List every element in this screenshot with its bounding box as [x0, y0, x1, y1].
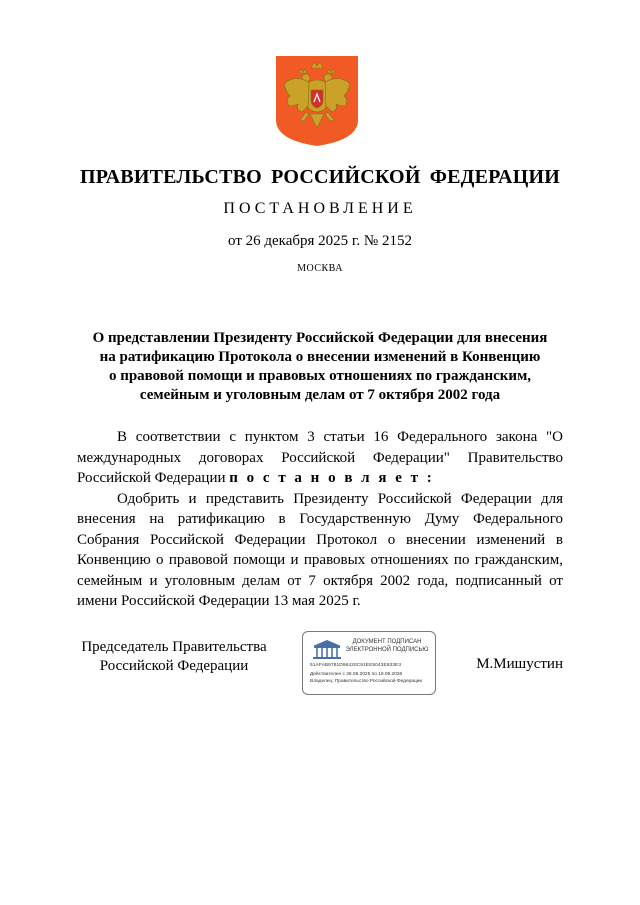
signer-position-line: Российской Федерации [99, 658, 249, 674]
government-building-icon [311, 638, 343, 660]
document-body [77, 427, 563, 612]
stamp-header [343, 639, 431, 654]
body-paragraph: Одобрить и представить Президенту Российской Федерации для внесения на ратификацию в Государственную Думу Федерального Собрания Российской Федерации Протокол о внесении изменений в Конвенцию о правовой помощи и правовых отношениях по гражданским, семейным и уголовным делам от 7 октября 2002 года, подписанный от имени Российской Федерации 13 мая 2025 г. [77, 490, 563, 609]
signer-position [74, 638, 274, 676]
certificate-number: 51AFAB8781D96420C91EE5043E933E3 [310, 663, 402, 668]
document-city: МОСКВА [297, 263, 343, 274]
subject-line: о правовой помощи и правовых отношениях по гражданским, [108, 368, 532, 384]
document-date-number: от 26 декабря 2025 г. № 2152 [228, 233, 412, 249]
russian-coat-of-arms-icon [276, 56, 358, 146]
subject-line: О представлении Президенту Российской Федерации для внесения [92, 330, 548, 346]
stamp-header-line: ЭЛЕКТРОННОЙ ПОДПИСЬЮ [345, 646, 429, 653]
certificate-validity: Действителен с 26.06.2025 по 19.09.2026 [310, 672, 403, 677]
document-type: ПОСТАНОВЛЕНИЕ [223, 200, 417, 217]
body-paragraph [77, 427, 563, 489]
document-subject [70, 329, 570, 405]
decree-word: п о с т а н о в л я е т : [229, 470, 435, 486]
stamp-header-line: ДОКУМЕНТ ПОДПИСАН [352, 639, 422, 645]
government-title: ПРАВИТЕЛЬСТВО РОССИЙСКОЙ ФЕДЕРАЦИИ [80, 166, 560, 188]
signer-name: М.Мишустин [476, 656, 563, 672]
electronic-signature-stamp [302, 631, 436, 695]
paragraph-text: В соответствии с пунктом 3 статьи 16 Федерального закона "О международных договорах Российской Федерации" Правительство Российской Федерации [77, 429, 563, 486]
subject-line: на ратификацию Протокола о внесении изменений в Конвенцию [99, 349, 541, 365]
certificate-owner: Владелец: Правительство Российской Федерации [310, 679, 423, 684]
signer-position-line: Председатель Правительства [81, 639, 267, 655]
subject-line: семейным и уголовным делам от 7 октября 2002 года [139, 387, 501, 403]
